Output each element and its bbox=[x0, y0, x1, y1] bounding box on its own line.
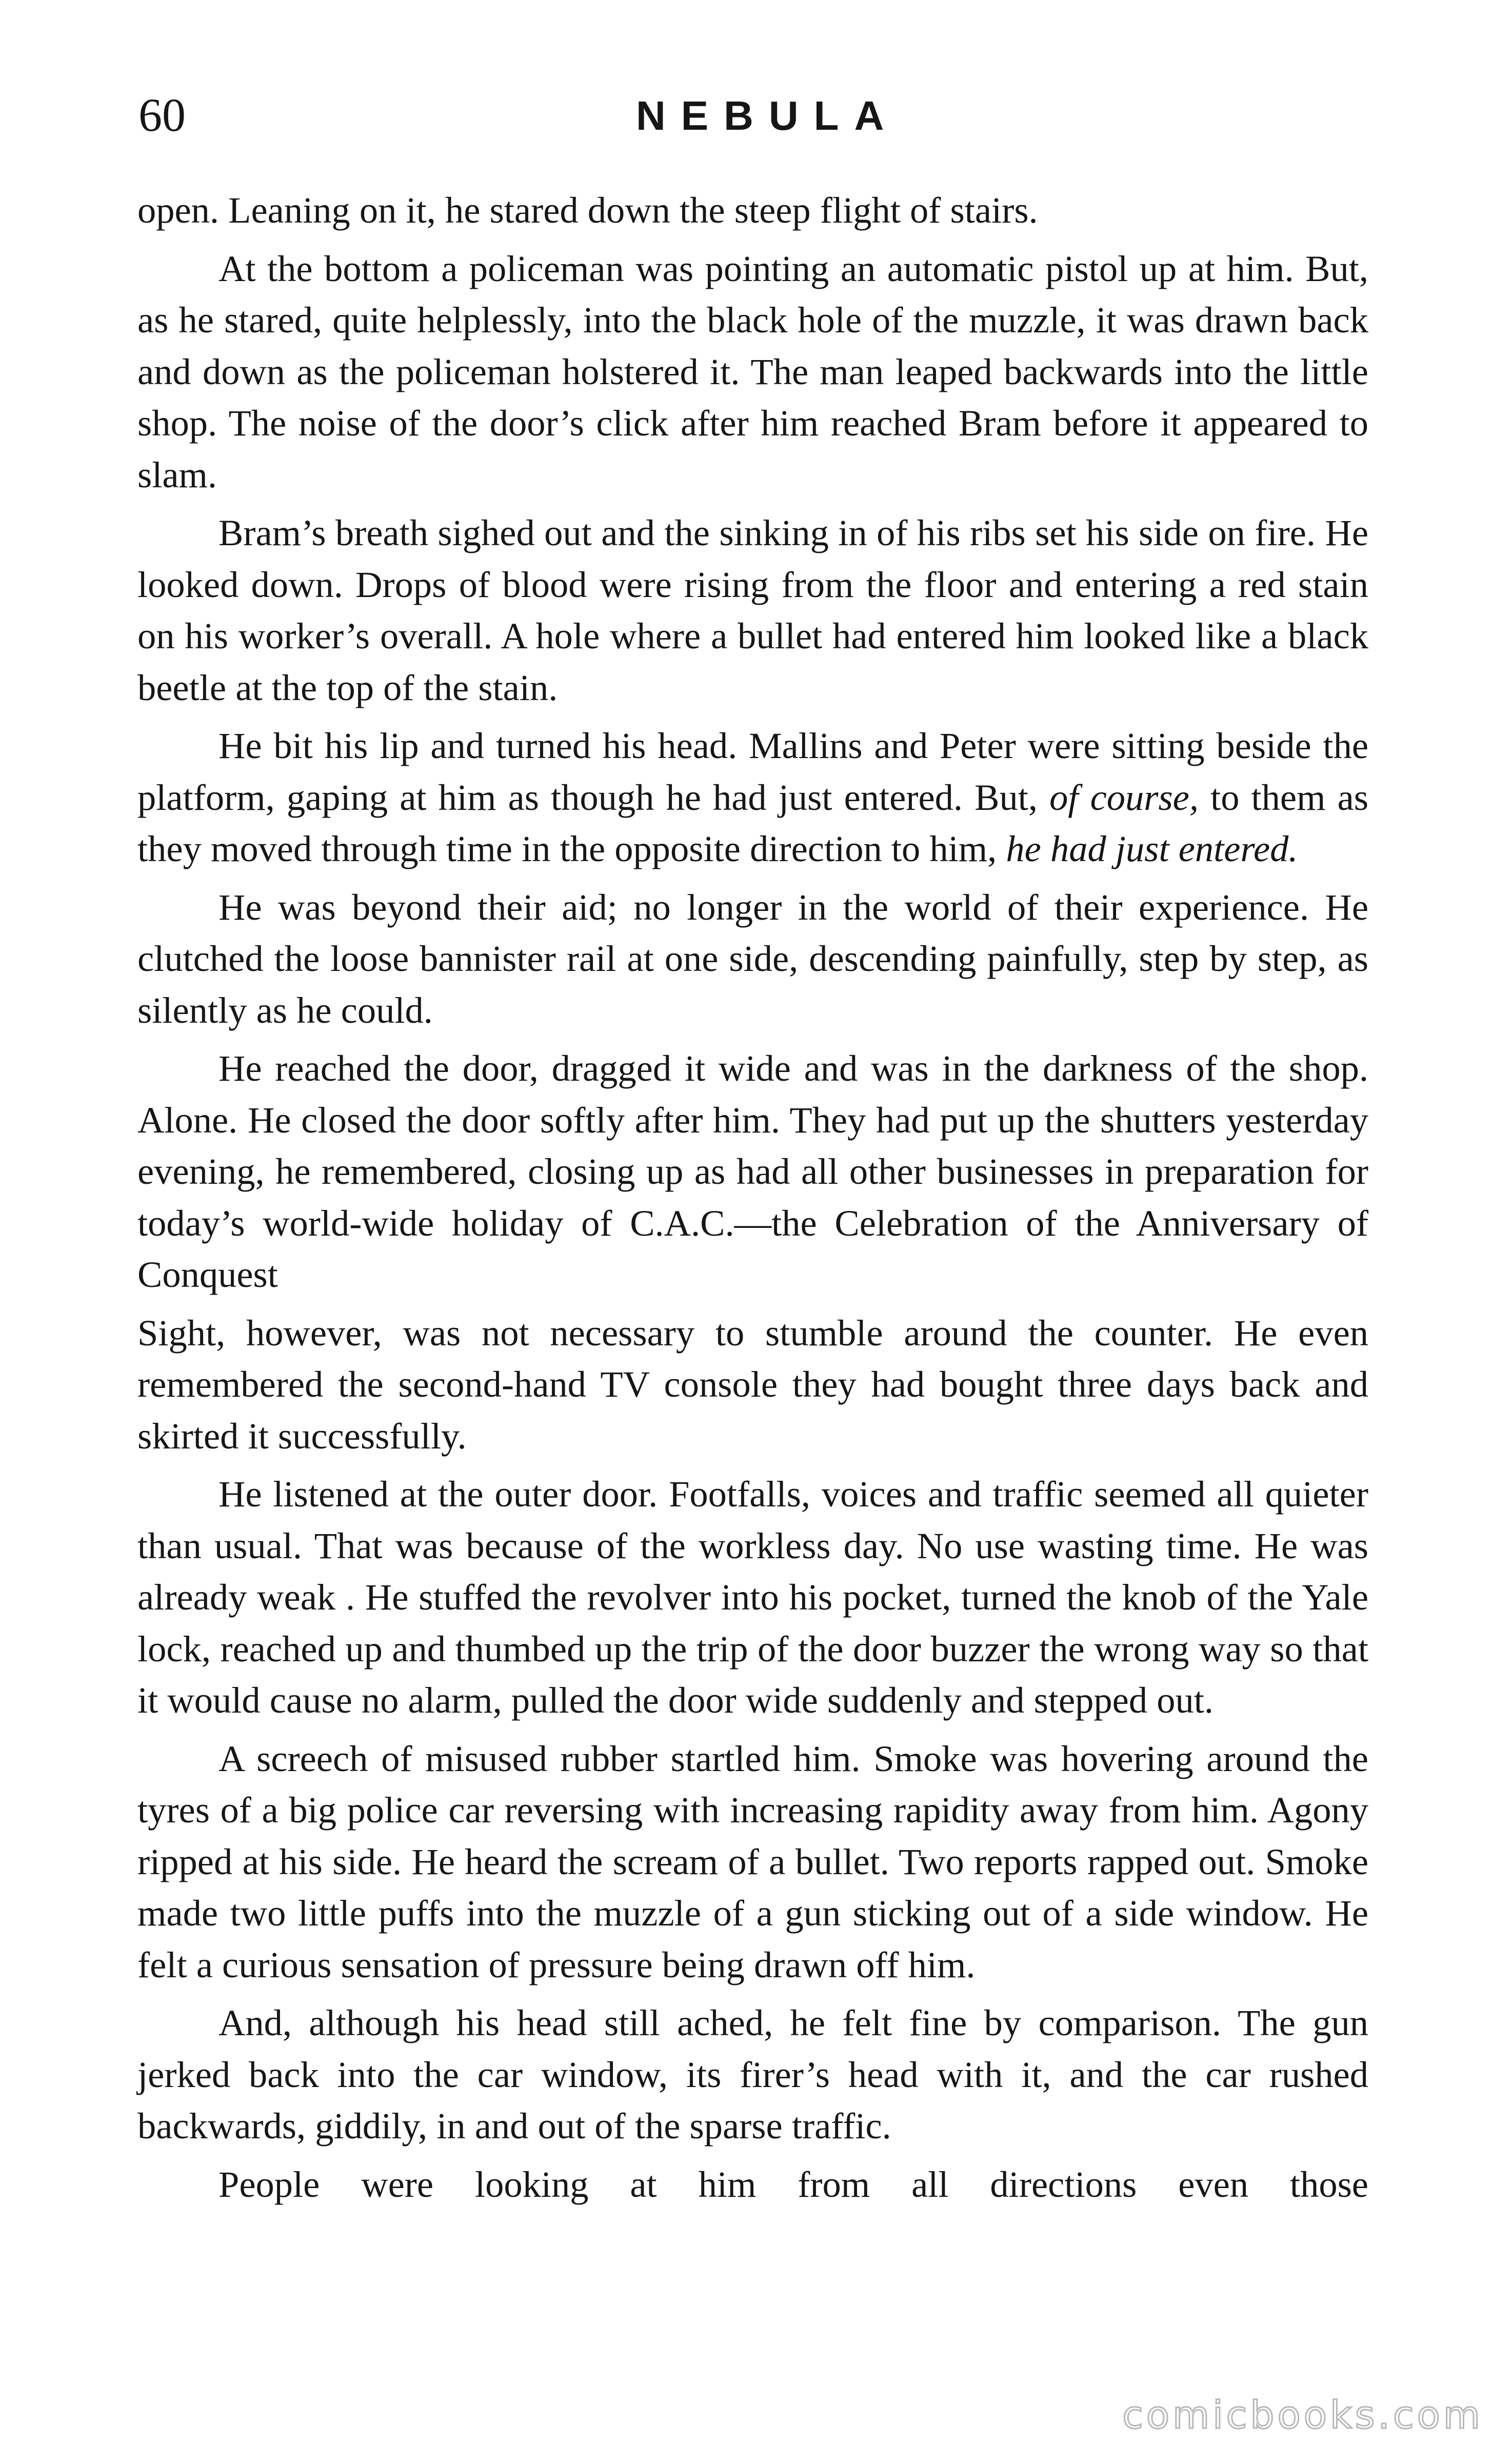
paragraph-5: He was beyond their aid; no longer in the world of their experience. He clutched the loose bannister rail at one side, descending painfully, step by step, as silently as he could. bbox=[137, 886, 1368, 1031]
page-number: 60 bbox=[138, 89, 186, 141]
paragraph-2: At the bottom a policeman was pointing an automatic pistol up at him. But, as he stared, quite helplessly, into the black hole of the muzzle, it was drawn back and down as the policeman holstered it. The man leaped backwards into the little shop. The noise of the door’s click after him reached Bram before it appeared to slam. bbox=[137, 247, 1368, 495]
running-title: NEBULA bbox=[636, 93, 900, 138]
paragraph-3: Bram’s breath sighed out and the sinking in of his ribs set his side on fire. He looked down. Drops of blood were rising from the floor and entering a red stain on his worker’s overall. A hole where a bullet had entered him looked like a black beetle at the top of the stain. bbox=[137, 512, 1368, 708]
paragraph-1: open. Leaning on it, he stared down the steep flight of stairs. bbox=[137, 189, 1038, 231]
paragraph-9: A screech of misused rubber startled him. Smoke was hovering around the tyres of a big police car reversing with increasing rapidity away from him. Agony ripped at his side. He heard the scream of a bullet. Two reports rapped out. Smoke made two little puffs into the muzzle of a gun sticking out of a side window. He felt a curious sensation of pressure being drawn off him. bbox=[137, 1737, 1368, 1985]
paragraph-11: People were looking at him from all directions even those bbox=[218, 2163, 1368, 2205]
paragraph-8: He listened at the outer door. Footfalls, voices and traffic seemed all quieter than usual. That was because of the workless day. No use wasting time. He was already weak . He stuffed the revolver into his pocket, turned the knob of the Yale lock, reached up and thumbed up the trip of the door buzzer the wrong way so that it would cause no alarm, pulled the door wide suddenly and stepped out. bbox=[137, 1473, 1368, 1721]
paragraph-4-italic-1: of course, bbox=[1049, 776, 1199, 818]
paragraph-4 bbox=[137, 720, 1368, 875]
paragraph-4-text-b: to them as they moved through time in the opposite direction to him, bbox=[137, 776, 1368, 869]
story-text bbox=[137, 185, 1368, 2269]
paragraph-6: He reached the door, dragged it wide and was in the darkness of the shop. Alone. He closed the door softly after him. They had put up the shutters yesterday evening, he remembered, closing up as had all other businesses in preparation for today’s world-wide holiday of C.A.C.—the Celebration of the Anniversary of Conquest bbox=[137, 1047, 1368, 1295]
paragraph-10: And, although his head still ached, he felt fine by comparison. The gun jerked back into the car window, its firer’s head with it, and the car rushed backwards, giddily, in and out of the sparse traffic. bbox=[137, 2002, 1368, 2147]
paragraph-4-italic-2: he had just entered. bbox=[1006, 828, 1298, 869]
source-watermark: comicbooks.com bbox=[1122, 2393, 1483, 2437]
paragraph-4-text-a: He bit his lip and turned his head. Mallins and Peter were sitting beside the platform, gaping at him as though he had just entered. But, bbox=[137, 725, 1368, 818]
paragraph-7: Sight, however, was not necessary to stumble around the counter. He even remembered the second-hand TV console they had bought three days back and skirted it successfully. bbox=[137, 1312, 1368, 1457]
